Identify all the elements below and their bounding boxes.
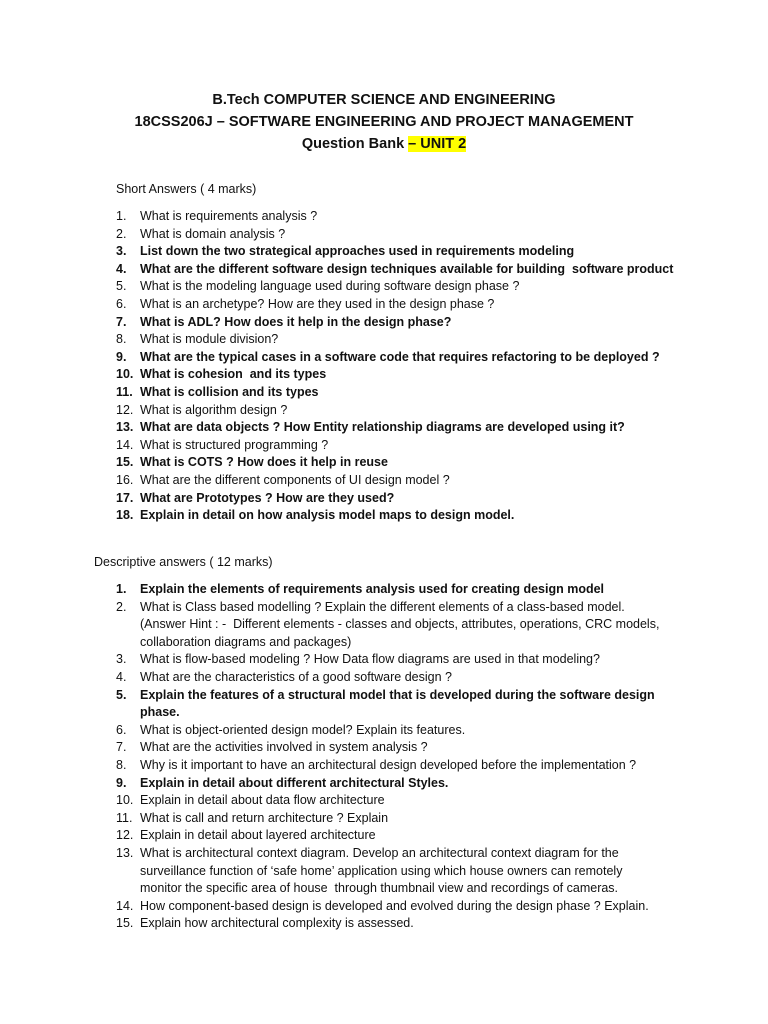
question-item	[116, 243, 756, 261]
question-item	[116, 507, 756, 525]
unit-highlight: – UNIT 2	[408, 136, 467, 152]
question-text: Explain the features of a structural model that is developed during the software design phase.	[140, 687, 655, 720]
question-item	[116, 419, 756, 437]
question-number: 2.	[116, 226, 127, 241]
question-item	[116, 757, 756, 775]
question-item	[116, 915, 756, 933]
question-item	[116, 454, 756, 472]
question-item	[116, 226, 756, 244]
question-number: 13.	[116, 420, 134, 435]
question-number: 14.	[116, 898, 134, 913]
question-item	[116, 827, 756, 845]
question-text: What are data objects ? How Entity relationship diagrams are developed using it?	[140, 420, 625, 435]
question-number: 3.	[116, 244, 127, 259]
question-number: 4.	[116, 669, 127, 684]
question-text: What is object-oriented design model? Explain its features.	[140, 722, 466, 737]
question-item	[116, 366, 756, 384]
question-number: 15.	[116, 455, 134, 470]
question-item	[116, 490, 756, 508]
question-number: 15.	[116, 916, 134, 931]
question-number: 16.	[116, 472, 134, 487]
question-item	[116, 687, 756, 722]
question-text: What is an archetype? How are they used in the design phase ?	[140, 296, 495, 311]
question-number: 7.	[116, 314, 127, 329]
question-text: What is domain analysis ?	[140, 226, 286, 241]
question-item	[116, 792, 756, 810]
question-item	[116, 314, 756, 332]
program-title: B.Tech COMPUTER SCIENCE AND ENGINEERING	[212, 92, 556, 108]
question-number: 1.	[116, 582, 127, 596]
question-number: 11.	[116, 384, 133, 399]
question-number: 1.	[116, 209, 127, 223]
question-number: 8.	[116, 757, 127, 772]
short-answers-list	[116, 208, 756, 525]
question-bank-label: Question Bank	[301, 136, 409, 152]
question-item	[116, 261, 756, 279]
question-item	[116, 898, 756, 916]
question-text: Explain in detail about layered architecture	[140, 828, 376, 843]
question-text: What is architectural context diagram. Develop an architectural context diagram for the surveillance function of ‘safe home’ application using which house owners can remotely monitor the specific area of house through thumbnail view and recordings of cameras.	[140, 845, 623, 896]
question-number: 17.	[116, 490, 134, 505]
course-title: 18CSS206J – SOFTWARE ENGINEERING AND PROJECT MANAGEMENT	[134, 114, 634, 130]
question-item	[116, 208, 756, 226]
question-item	[116, 349, 756, 367]
question-text: What is flow-based modeling ? How Data flow diagrams are used in that modeling?	[140, 652, 600, 667]
question-text: What are the activities involved in system analysis ?	[140, 740, 428, 755]
question-item	[116, 384, 756, 402]
question-bank-title	[0, 133, 768, 155]
question-item	[116, 581, 756, 599]
question-text: What is algorithm design ?	[140, 402, 288, 417]
question-number: 12.	[116, 402, 134, 417]
question-item	[116, 739, 756, 757]
question-text: Explain the elements of requirements analysis used for creating design model	[140, 582, 605, 596]
descriptive-answers-list	[116, 581, 756, 933]
question-text: What are the typical cases in a software code that requires refactoring to be deployed ?	[140, 349, 660, 364]
question-text: What is the modeling language used during software design phase ?	[140, 279, 520, 294]
question-item	[116, 296, 756, 314]
question-text: How component-based design is developed and evolved during the design phase ? Explain.	[140, 898, 649, 913]
question-item	[116, 402, 756, 420]
question-number: 11.	[116, 810, 133, 825]
question-item	[116, 651, 756, 669]
question-text: List down the two strategical approaches used in requirements modeling	[140, 244, 575, 259]
question-text: What are the characteristics of a good software design ?	[140, 669, 452, 684]
question-number: 13.	[116, 845, 134, 860]
question-item	[116, 278, 756, 296]
question-item	[116, 472, 756, 490]
question-number: 18.	[116, 508, 134, 523]
question-text: What is COTS ? How does it help in reuse	[140, 455, 388, 470]
question-text: What is call and return architecture ? Explain	[140, 810, 389, 825]
question-item	[116, 775, 756, 793]
question-number: 12.	[116, 828, 134, 843]
question-item	[116, 845, 756, 898]
question-item	[116, 810, 756, 828]
question-number: 5.	[116, 279, 127, 294]
question-text: What is Class based modelling ? Explain the different elements of a class-based model. (Answer Hint : - Different elements - classes and objects, attributes, operations, CRC models, collaboration diagrams and packages)	[140, 599, 660, 649]
document-header	[0, 89, 768, 155]
descriptive-answers-heading: Descriptive answers ( 12 marks)	[94, 555, 273, 569]
question-number: 10.	[116, 367, 134, 382]
question-number: 10.	[116, 793, 134, 808]
question-number: 3.	[116, 652, 127, 667]
short-answers-heading: Short Answers ( 4 marks)	[116, 182, 257, 196]
question-text: What is module division?	[140, 332, 279, 347]
question-item	[116, 669, 756, 687]
question-number: 7.	[116, 740, 127, 755]
question-text: What is collision and its types	[140, 384, 319, 399]
question-text: Explain in detail about different architectural Styles.	[140, 775, 449, 790]
question-number: 4.	[116, 261, 127, 276]
question-item	[116, 722, 756, 740]
question-number: 9.	[116, 349, 127, 364]
question-text: Explain in detail about data flow architecture	[140, 793, 385, 808]
question-number: 14.	[116, 437, 134, 452]
question-number: 9.	[116, 775, 127, 790]
question-number: 6.	[116, 722, 127, 737]
question-text: What is ADL? How does it help in the design phase?	[140, 314, 452, 329]
question-number: 5.	[116, 687, 127, 702]
question-text: What are the different components of UI design model ?	[140, 472, 450, 487]
question-text: What are the different software design techniques available for building software product	[140, 261, 674, 276]
question-item	[116, 437, 756, 455]
question-text: What is cohesion and its types	[140, 367, 327, 382]
question-text: Explain how architectural complexity is assessed.	[140, 916, 414, 931]
question-text: What are Prototypes ? How are they used?	[140, 490, 395, 505]
question-item	[116, 331, 756, 349]
question-text: Explain in detail on how analysis model maps to design model.	[140, 508, 515, 523]
question-number: 6.	[116, 296, 127, 311]
question-item	[116, 599, 756, 652]
question-number: 8.	[116, 332, 127, 347]
question-text: What is requirements analysis ?	[140, 209, 318, 223]
question-text: What is structured programming ?	[140, 437, 329, 452]
question-number: 2.	[116, 599, 127, 614]
question-text: Why is it important to have an architectural design developed before the implementation ?	[140, 757, 637, 772]
